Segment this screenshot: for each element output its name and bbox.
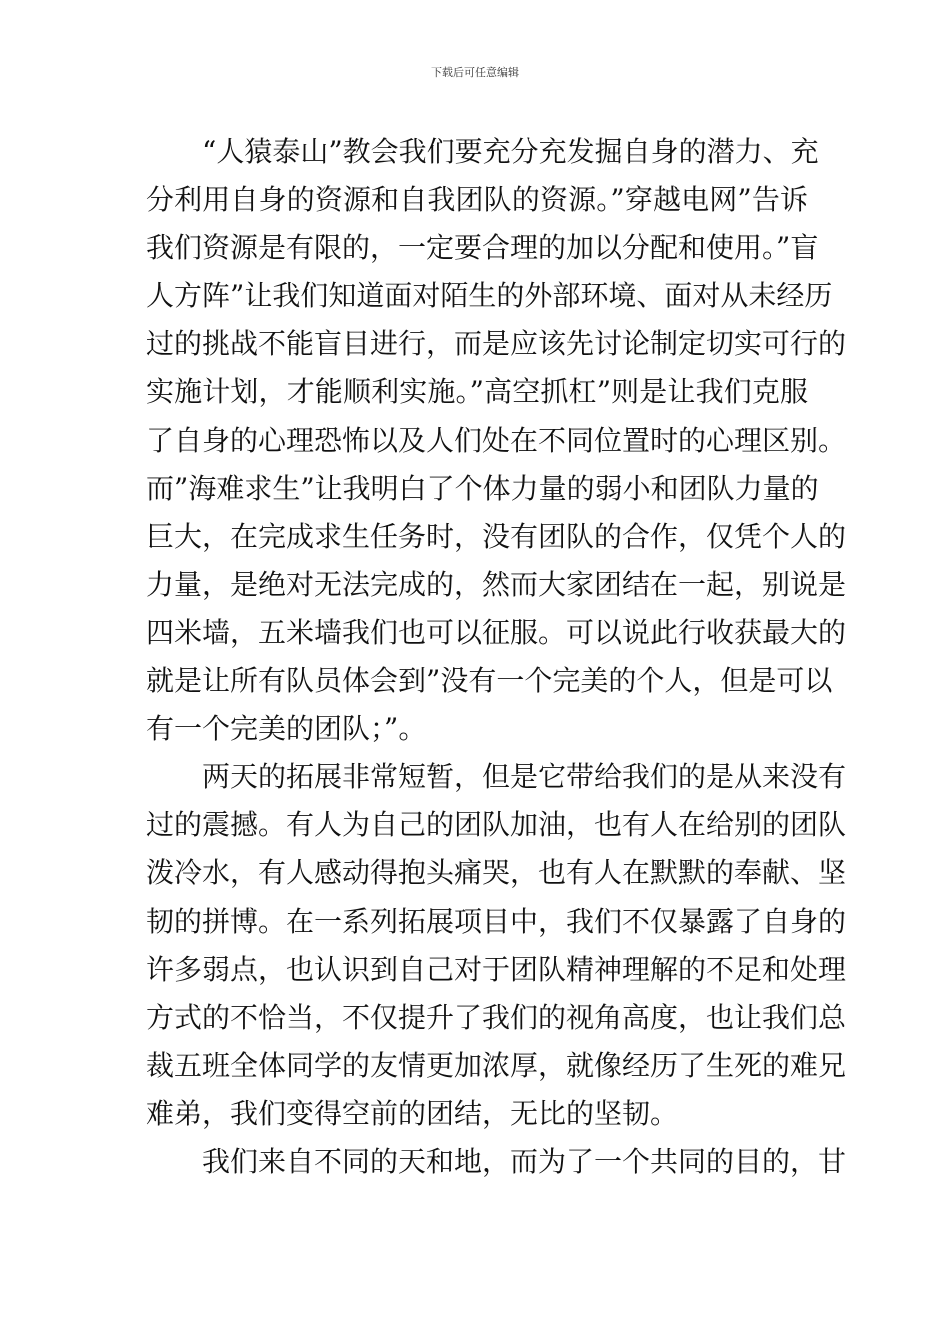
text-line: 许多弱点，也认识到自己对于团队精神理解的不足和处理 bbox=[146, 952, 847, 986]
text-line: 难弟，我们变得空前的团结，无比的坚韧。 bbox=[146, 1096, 679, 1130]
text-line: “人猿泰山”教会我们要充分充发掘自身的潜力、充 bbox=[202, 135, 819, 168]
document-body bbox=[146, 128, 847, 1186]
text-line: 人方阵”让我们知道面对陌生的外部环境、面对从未经历 bbox=[146, 279, 833, 313]
text-line: 了自身的心理恐怖以及人们处在不同位置时的心理区别。 bbox=[146, 423, 847, 457]
text-line: 巨大，在完成求生任务时，没有团队的合作，仅凭个人的 bbox=[146, 519, 847, 553]
text-line: 有一个完美的团队；”。 bbox=[146, 712, 427, 746]
paragraph bbox=[146, 753, 847, 1138]
text-line: 方式的不恰当，不仅提升了我们的视角高度，也让我们总 bbox=[146, 1000, 847, 1034]
text-line: 两天的拓展非常短暂，但是它带给我们的是从来没有 bbox=[202, 760, 847, 794]
text-line: 我们来自不同的天和地，而为了一个共同的目的，甘 bbox=[202, 1144, 847, 1178]
text-line: 过的挑战不能盲目进行，而是应该先讨论制定切实可行的 bbox=[146, 327, 847, 361]
text-line: 我们资源是有限的，一定要合理的加以分配和使用。”盲 bbox=[146, 231, 819, 265]
text-line: 四米墙，五米墙我们也可以征服。可以说此行收获最大的 bbox=[146, 615, 847, 649]
text-line: 实施计划，才能顺利实施。”高空抓杠”则是让我们克服 bbox=[146, 375, 808, 409]
text-line: 力量，是绝对无法完成的，然而大家团结在一起，别说是 bbox=[146, 567, 847, 601]
text-line: 分利用自身的资源和自我团队的资源。”穿越电网”告诉 bbox=[146, 183, 808, 217]
text-line: 过的震撼。有人为自己的团队加油，也有人在给别的团队 bbox=[146, 808, 847, 842]
text-line: 韧的拼博。在一系列拓展项目中，我们不仅暴露了自身的 bbox=[146, 904, 847, 938]
paragraph bbox=[146, 1138, 847, 1186]
text-line: 就是让所有队员体会到”没有一个完美的个人，但是可以 bbox=[146, 664, 833, 698]
page-header: 下载后可任意编辑 bbox=[431, 66, 519, 79]
text-line: 而”海难求生”让我明白了个体力量的弱小和团队力量的 bbox=[146, 471, 819, 505]
paragraph bbox=[146, 128, 847, 753]
text-line: 泼冷水，有人感动得抱头痛哭，也有人在默默的奉献、坚 bbox=[146, 856, 847, 890]
text-line: 裁五班全体同学的友情更加浓厚，就像经历了生死的难兄 bbox=[146, 1048, 847, 1082]
